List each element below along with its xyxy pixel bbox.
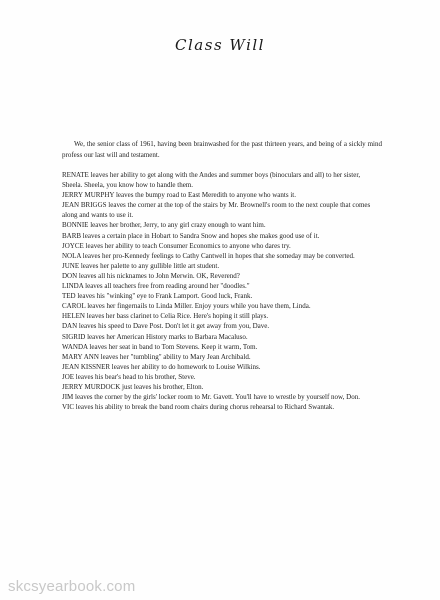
- page-title: Class Will: [175, 36, 265, 54]
- bequest-item: BONNIE leaves her brother, Jerry, to any girl crazy enough to want him.: [62, 221, 266, 230]
- bequest-item: TED leaves his "winking" eye to Frank Lamport. Good luck, Frank.: [62, 292, 253, 301]
- bequest-item: HELEN leaves her bass clarinet to Celia Rice. Here's hoping it still plays.: [62, 312, 269, 321]
- bequest-item: JERRY MURDOCK just leaves his brother, Elton.: [62, 382, 204, 391]
- bequest-item: RENATE leaves her ability to get along with the Andes and summer boys (binoculars and all) to her sister, Sheela. Sheela, you know how to handle them.: [62, 171, 361, 190]
- bequest-item: JOE leaves his bear's head to his brother, Steve.: [62, 372, 196, 381]
- bequest-item: VIC leaves his ability to break the band room chairs during chorus rehearsal to Richard Swantak.: [62, 403, 335, 412]
- bequest-item: SIGRID leaves her American History marks to Barbara Macaluso.: [62, 332, 248, 341]
- bequest-item: JEAN BRIGGS leaves the corner at the top of the stairs by Mr. Brownell's room to the next couple that comes along and wants to use it.: [62, 201, 371, 220]
- bequest-item: CAROL leaves her fingernails to Linda Miller. Enjoy yours while you have them, Linda.: [62, 302, 311, 311]
- bequest-item: DAN leaves his speed to Dave Post. Don't let it get away from you, Dave.: [62, 322, 270, 331]
- bequest-item: JUNE leaves her palette to any gullible little art student.: [62, 261, 220, 270]
- watermark-url[interactable]: skcsyearbook.com: [8, 578, 136, 595]
- bequest-item: JERRY MURPHY leaves the bumpy road to East Meredith to anyone who wants it.: [62, 191, 296, 200]
- bequest-item: JEAN KISSNER leaves her ability to do homework to Louise Wilkins.: [62, 362, 261, 371]
- bequest-item: MARY ANN leaves her "tumbling" ability to Mary Jean Archibald.: [62, 352, 251, 361]
- bequest-item: WANDA leaves her seat in band to Tom Stevens. Keep it warm, Tom.: [62, 342, 258, 351]
- bequest-list: [62, 170, 382, 412]
- bequest-item: JIM leaves the corner by the girls' locker room to Mr. Gavett. You'll have to wrestle by yourself now, Don.: [62, 393, 360, 402]
- bequest-item: DON leaves all his nicknames to John Merwin. OK, Reverend?: [62, 271, 240, 280]
- intro-paragraph: We, the senior class of 1961, having been brainwashed for the past thirteen years, and being of a sickly mind profess our last will and testament.: [62, 140, 382, 159]
- bequest-item: BARB leaves a certain place in Hobart to Sandra Snow and hopes she makes good use of it.: [62, 231, 320, 240]
- bequest-item: LINDA leaves all teachers free from reading around her "doodles.": [62, 282, 250, 291]
- bequest-item: JOYCE leaves her ability to teach Consumer Economics to anyone who dares try.: [62, 241, 291, 250]
- bequest-item: NOLA leaves her pro-Kennedy feelings to Cathy Cantwell in hopes that she someday may be converted.: [62, 251, 355, 260]
